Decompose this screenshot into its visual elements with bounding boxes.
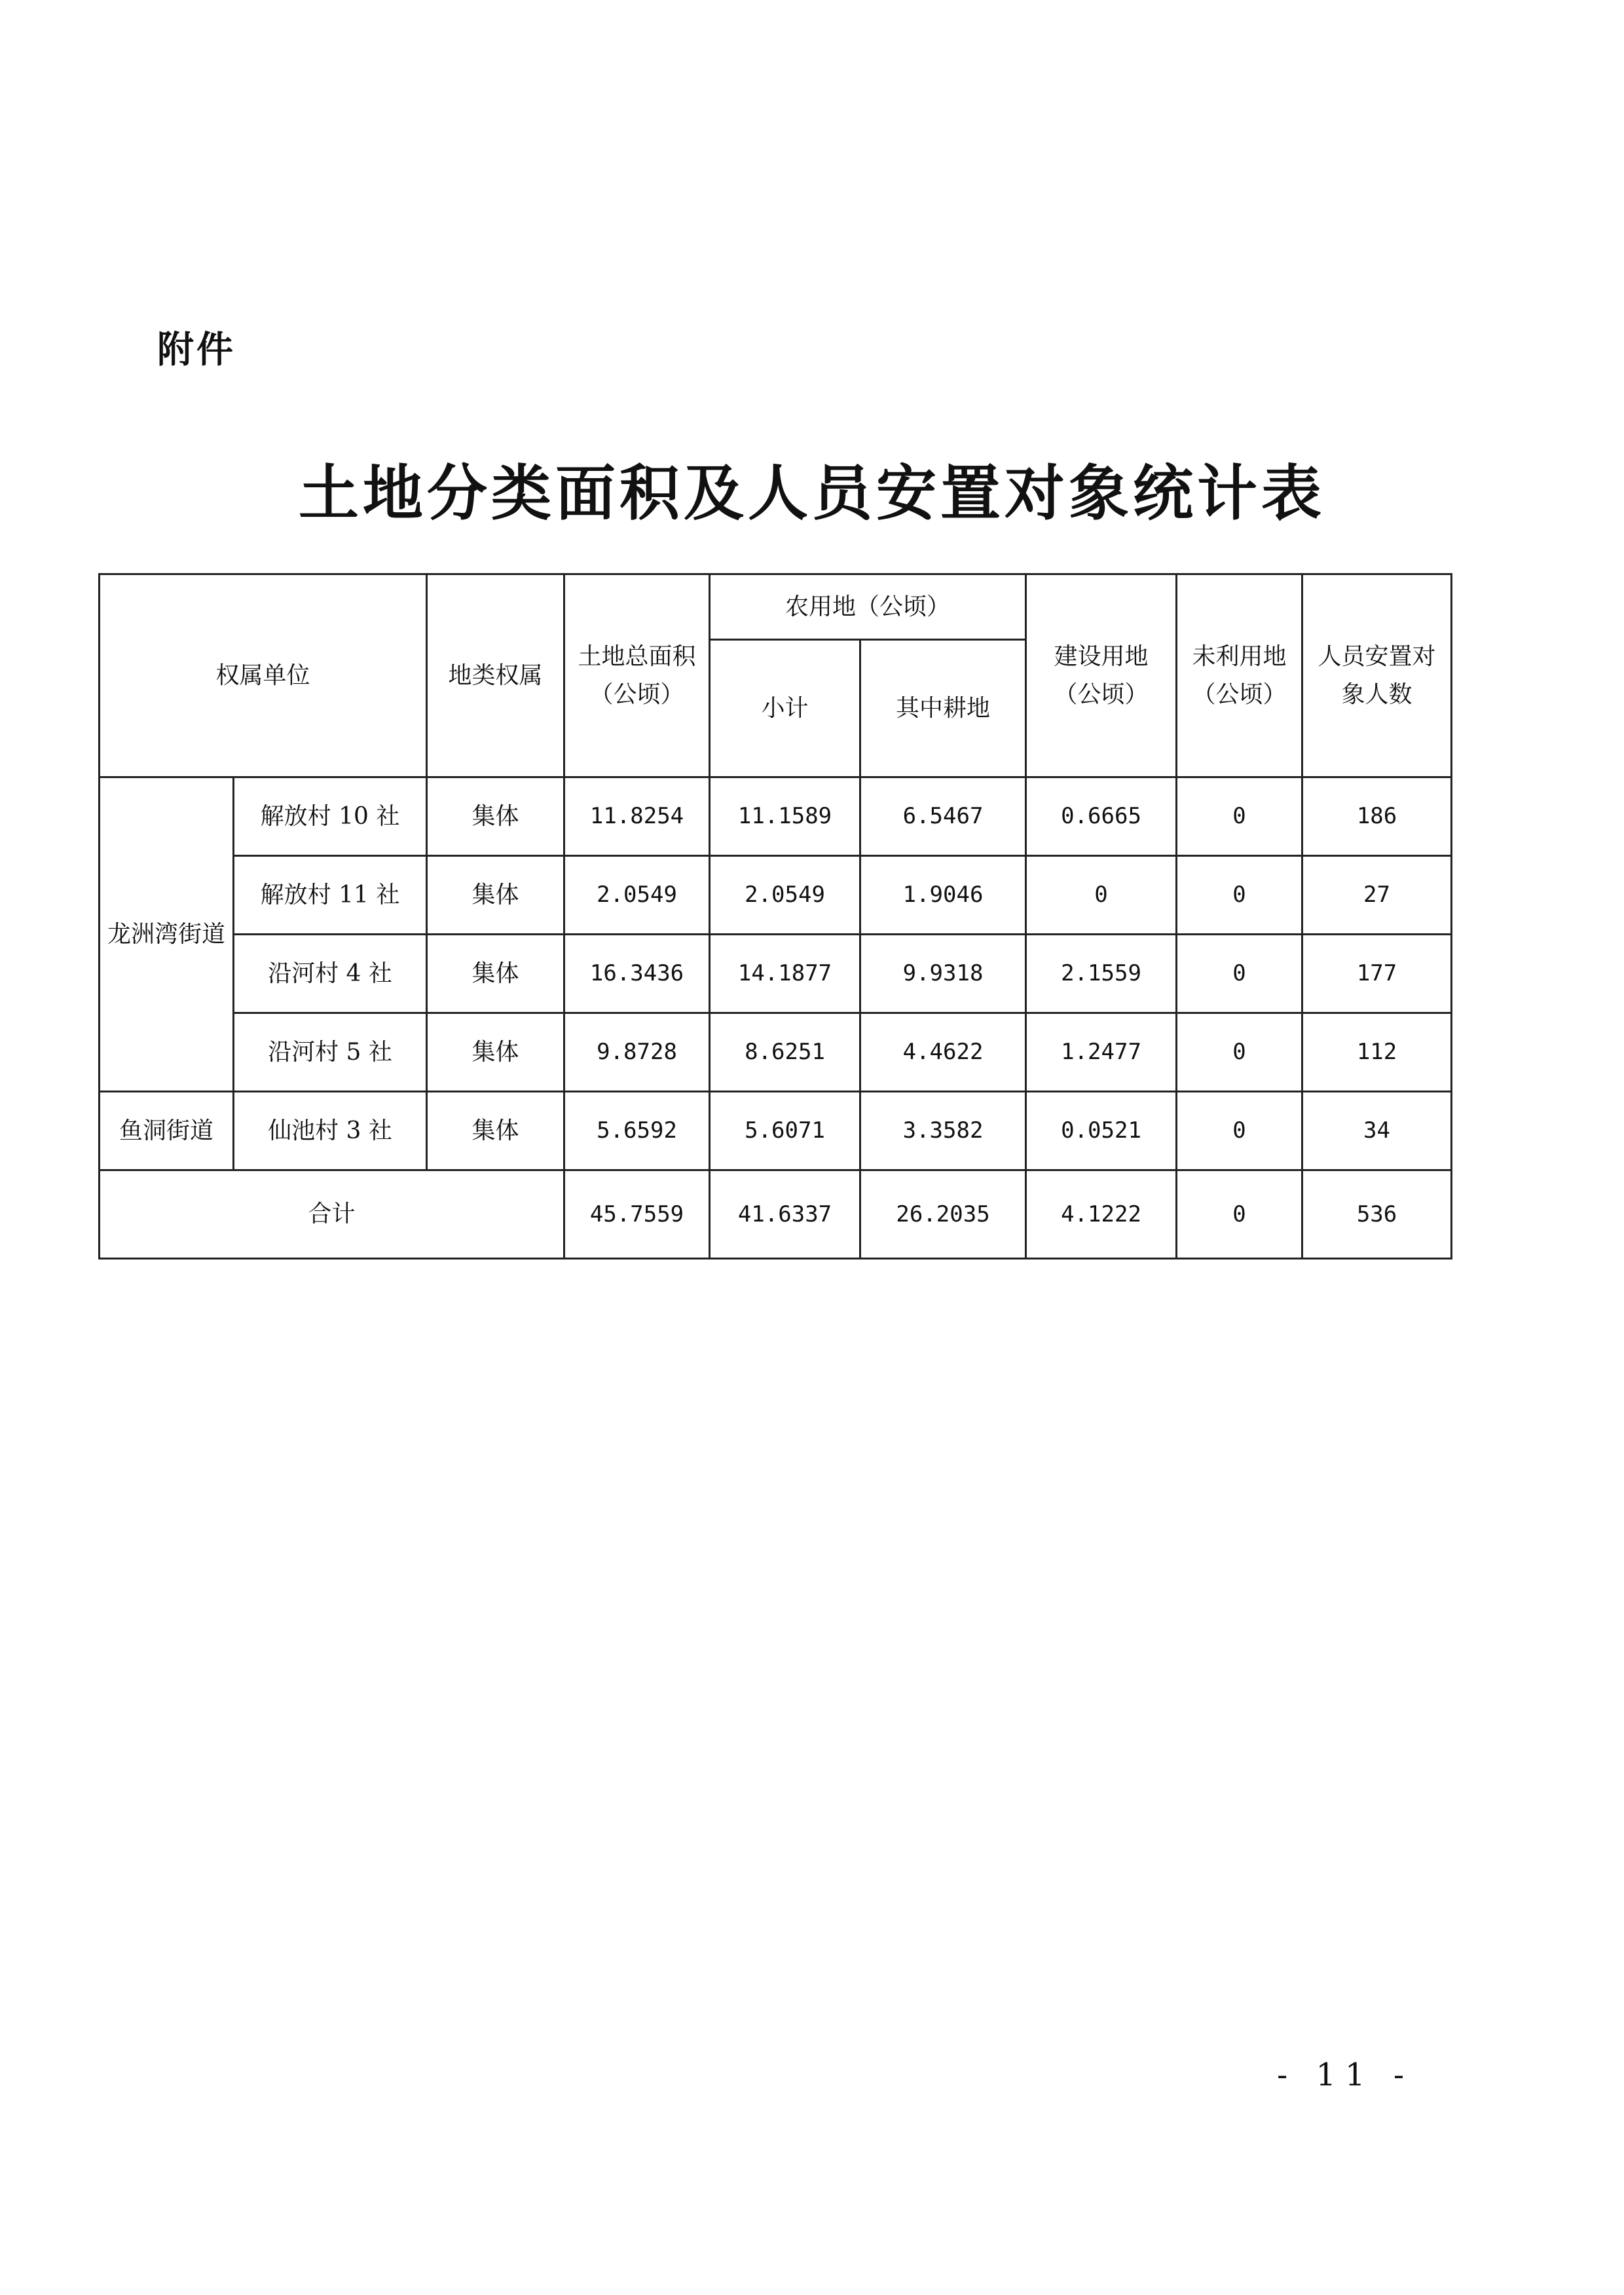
unit-cell: 沿河村 4 社: [234, 935, 427, 1013]
header-unused: [1177, 574, 1302, 777]
total-area-cell: 5.6592: [564, 1092, 710, 1170]
total-row: [100, 1170, 1452, 1259]
table-row: [100, 856, 1452, 935]
table-row: [100, 1013, 1452, 1092]
cultivated-cell: 3.3582: [860, 1092, 1026, 1170]
agri-subtotal-cell: 11.1589: [710, 777, 860, 856]
header-agri-cultivated: 其中耕地: [860, 640, 1026, 777]
header-resettlement-line1: 人员安置对: [1318, 643, 1436, 670]
unit-cell: 仙池村 3 社: [234, 1092, 427, 1170]
ownership-cell: 集体: [427, 856, 564, 935]
construction-cell: 1.2477: [1026, 1013, 1177, 1092]
unit-cell: 解放村 11 社: [234, 856, 427, 935]
header-land-ownership: 地类权属: [427, 574, 564, 777]
cultivated-cell: 1.9046: [860, 856, 1026, 935]
unused-cell: 0: [1177, 1092, 1302, 1170]
cultivated-cell: 4.4622: [860, 1013, 1026, 1092]
construction-cell: 0.6665: [1026, 777, 1177, 856]
header-total-area: [564, 574, 710, 777]
construction-cell: 2.1559: [1026, 935, 1177, 1013]
street-cell: 龙洲湾街道: [100, 777, 234, 1092]
ownership-cell: 集体: [427, 935, 564, 1013]
header-construction-line1: 建设用地: [1054, 643, 1149, 670]
people-cell: 536: [1302, 1170, 1452, 1259]
agri-subtotal-cell: 14.1877: [710, 935, 860, 1013]
unused-cell: 0: [1177, 935, 1302, 1013]
total-area-cell: 2.0549: [564, 856, 710, 935]
attachment-label: 附件: [157, 329, 236, 371]
header-owner-unit: 权属单位: [100, 574, 427, 777]
total-area-cell: 11.8254: [564, 777, 710, 856]
people-cell: 186: [1302, 777, 1452, 856]
table-row: [100, 777, 1452, 856]
table-header-row: [100, 574, 1452, 640]
total-area-cell: 9.8728: [564, 1013, 710, 1092]
unit-cell: 沿河村 5 社: [234, 1013, 427, 1092]
agri-subtotal-cell: 5.6071: [710, 1092, 860, 1170]
agri-subtotal-cell: 2.0549: [710, 856, 860, 935]
agri-subtotal-cell: 41.6337: [710, 1170, 860, 1259]
header-total-area-line1: 土地总面积: [578, 643, 696, 670]
people-cell: 27: [1302, 856, 1452, 935]
ownership-cell: 集体: [427, 1013, 564, 1092]
land-statistics-table: [98, 573, 1452, 1259]
header-unused-line1: 未利用地: [1192, 643, 1287, 670]
construction-cell: 4.1222: [1026, 1170, 1177, 1259]
ownership-cell: 集体: [427, 1092, 564, 1170]
header-agri-subtotal: 小计: [710, 640, 860, 777]
street-cell: 鱼洞街道: [100, 1092, 234, 1170]
total-area-cell: 45.7559: [564, 1170, 710, 1259]
header-total-area-line2: （公顷）: [589, 681, 684, 708]
people-cell: 177: [1302, 935, 1452, 1013]
agri-subtotal-cell: 8.6251: [710, 1013, 860, 1092]
total-area-cell: 16.3436: [564, 935, 710, 1013]
cultivated-cell: 9.9318: [860, 935, 1026, 1013]
document-title: 土地分类面积及人员安置对象统计表: [298, 458, 1325, 529]
people-cell: 34: [1302, 1092, 1452, 1170]
ownership-cell: 集体: [427, 777, 564, 856]
page-number: - 11 -: [1277, 2057, 1414, 2093]
header-construction-line2: （公顷）: [1054, 681, 1149, 708]
header-resettlement: [1302, 574, 1452, 777]
header-construction: [1026, 574, 1177, 777]
unused-cell: 0: [1177, 856, 1302, 935]
unused-cell: 0: [1177, 1013, 1302, 1092]
unused-cell: 0: [1177, 777, 1302, 856]
table-row: [100, 1092, 1452, 1170]
people-cell: 112: [1302, 1013, 1452, 1092]
unused-cell: 0: [1177, 1170, 1302, 1259]
header-unused-line2: （公顷）: [1192, 681, 1287, 708]
total-label: 合计: [100, 1170, 564, 1259]
construction-cell: 0: [1026, 856, 1177, 935]
table-row: [100, 935, 1452, 1013]
header-resettlement-line2: 象人数: [1341, 681, 1412, 708]
unit-cell: 解放村 10 社: [234, 777, 427, 856]
cultivated-cell: 6.5467: [860, 777, 1026, 856]
construction-cell: 0.0521: [1026, 1092, 1177, 1170]
cultivated-cell: 26.2035: [860, 1170, 1026, 1259]
header-agri-land: 农用地（公顷）: [710, 574, 1026, 640]
